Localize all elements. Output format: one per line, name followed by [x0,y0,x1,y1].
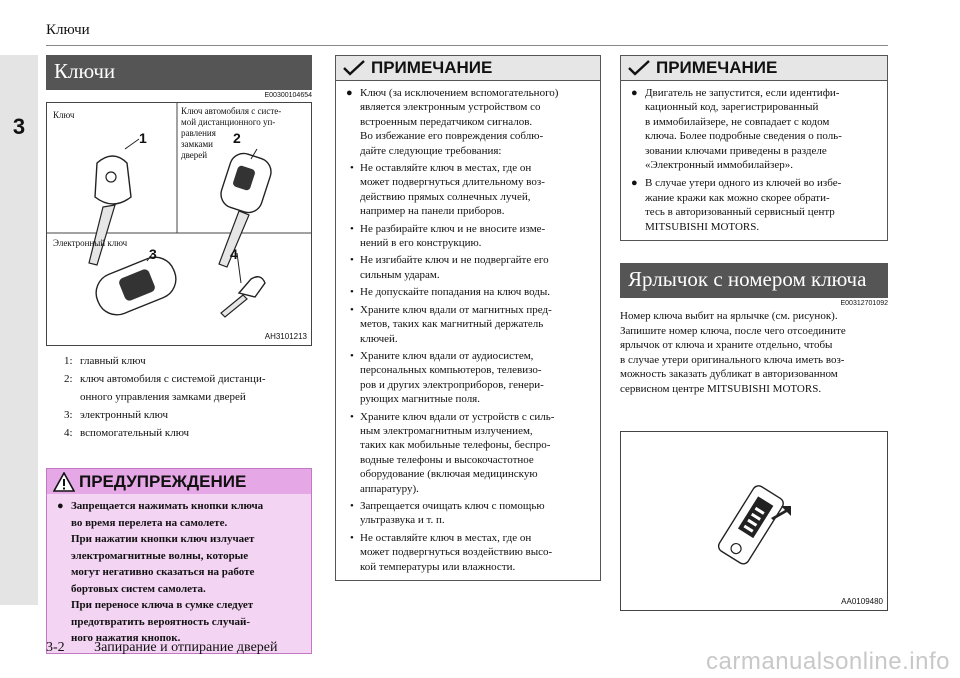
section-code: E00312701092 [840,300,888,308]
note-item: ● В случае утери одного из ключей во избе- жание кражи как можно скорее обрати- тесь в авторизованный сервисный центр MITSUBISHI MOTORS. [631,177,842,233]
note-body: ● Ключ (за исключением вспомогательного) является электронным устройством со встроенным передатчиком сигналов. Во избежание его повреждения соблю- дайте следующие требования: • Не оставляйте ключ в местах, где он может подвергнуться длительному воз- действию прямых солнечных лучей, например на панели приборов. • Не разбирайте ключ и не вносите изме- нений в его конструкцию. • Не изгибайте ключ и не подвергайте его сильным ударам. • Не допускайте попадания на ключ воды. • Храните ключ вдали от магнитных пред- метов, таких как магнитный держатель ключей. • Храните ключ вдали от аудиосистем, персональных компьютеров, телевизо- ров и других электроприборов, генери- рующих магнитные поля. • Храните ключ вдали от устройств с силь- ным электромагнитным излучением, таких как мобильные телефоны, беспро- водные телефоны и высокочастотное оборудование (включая медицинскую аппаратуру). • Запрещается очищать ключ с помощью ультразвука и т. п. • Не оставляйте ключ в местах, где он может подвергнуться воздействию высо- кой температуры или влажности. [336,81,600,580]
label-remote-key: Ключ автомобиля с систе- мой дистанционного уп- равления замками дверей [181,106,282,160]
callout-4: 4 [230,246,238,262]
section-title-keys: Ключи [46,55,312,90]
legend-item: 4: вспомогательный ключ [64,427,190,439]
warning-header [47,469,311,494]
note-item: ● Двигатель не запустится, если идентифи- кационный код, зарегистрированный в иммобилайзере, не совпадает с кодом ключа. Более подробные сведения о поль- зовании ключами приведены в разделе «Электронный иммобилайзер». [631,87,842,172]
note-item: • Запрещается очищать ключ с помощью ультразвука и т. п. [350,499,545,527]
tag-body: Номер ключа выбит на ярлычке (см. рисунок). Запишите номер ключа, после чего отсоедините ярлычок от ключа и храните отдельно, чтобы в случае утери оригинального ключа иметь воз- можность заказать дубликат в авторизованном сервисном центре MITSUBISHI MOTORS. [620,310,846,396]
note-item: • Не допускайте попадания на ключ воды. [350,286,551,299]
column-right [620,55,888,611]
figure-id: AH3101213 [264,332,307,341]
key-tag-illustration [621,432,887,610]
note-item: • Храните ключ вдали от магнитных пред- метов, таких как магнитный держатель ключей. [350,303,552,345]
legend-item: онного управления замками дверей [80,391,246,403]
legend-item: 2: ключ автомобиля с системой дистанци- [64,373,266,385]
callout-3: 3 [149,246,157,262]
column-left [46,55,312,654]
callout-1: 1 [139,130,147,146]
keys-figure [46,102,312,346]
bullet-icon: ● [346,87,353,99]
running-title: Ключи [46,22,90,38]
legend-item: 3: электронный ключ [64,409,168,421]
check-pencil-icon [627,59,651,77]
bullet-icon: ● [57,500,64,512]
chapter-tab: 3 [0,108,38,146]
note-box-middle [335,55,601,581]
column-middle [335,55,601,581]
note-body [621,81,887,240]
page-number: 3-2 [46,640,65,655]
remote-key-icon [217,149,274,267]
note-item: • Не оставляйте ключ в местах, где он может подвергнуться воздействию высо- кой температуры или влажности. [350,531,553,573]
warning-icon [53,472,75,492]
watermark: carmanualsonline.info [706,648,950,675]
footer-section: Запирание и отпирание дверей [94,640,278,655]
tag-figure [620,431,888,611]
bullet-icon: ● [631,87,638,99]
section-title-tag: Ярлычок с номером ключа [620,263,888,298]
section-code: E00300104654 [264,92,312,99]
note-title: ПРИМЕЧАНИЕ [656,58,778,77]
note-item: • Храните ключ вдали от аудиосистем, персональных компьютеров, телевизо- ров и других электроприборов, генери- рующих магнитные поля. [350,349,544,406]
check-pencil-icon [342,59,366,77]
keys-legend [46,352,312,442]
label-electronic-key: Электронный ключ [53,238,128,248]
note-header [336,56,600,81]
note-box-right [620,55,888,241]
note-item: • Храните ключ вдали от устройств с силь- ным электромагнитным излучением, таких как мобильные телефоны, беспро- водные телефоны и высокочастотное оборудование (включая медицинскую аппаратуру). [350,410,555,495]
legend-item: 1: главный ключ [64,355,146,367]
note-item: • Не изгибайте ключ и не подвергайте его сильным ударам. [350,254,549,281]
master-key-icon [89,139,139,273]
note-title: ПРИМЕЧАНИЕ [371,58,493,77]
warning-body: ● Запрещается нажимать кнопки ключа во время перелета на самолете. При нажатии кнопки ключ излучает электромагнитные волны, которые могут негативно сказаться на работе бортовых систем самолета. При переносе ключа в сумке следует предотвратить вероятность случай- ного нажатия кнопок. [57,500,264,644]
note-header [621,56,887,81]
bullet-icon: ● [631,177,638,190]
page-footer [46,640,278,656]
callout-2: 2 [233,130,241,146]
electronic-key-icon [90,246,182,321]
note-item: • Не оставляйте ключ в местах, где он может подвергнуться длительному воз- действию прямых солнечных лучей, например на панели приборов. [350,162,545,218]
header-rule [46,45,888,46]
figure-id: AA0109480 [841,596,883,606]
label-key: Ключ [53,110,75,120]
warning-title: ПРЕДУПРЕЖДЕНИЕ [79,471,247,491]
note-item: • Не разбирайте ключ и не вносите изме- нений в его конструкцию. [350,222,546,250]
warning-box [46,468,312,654]
